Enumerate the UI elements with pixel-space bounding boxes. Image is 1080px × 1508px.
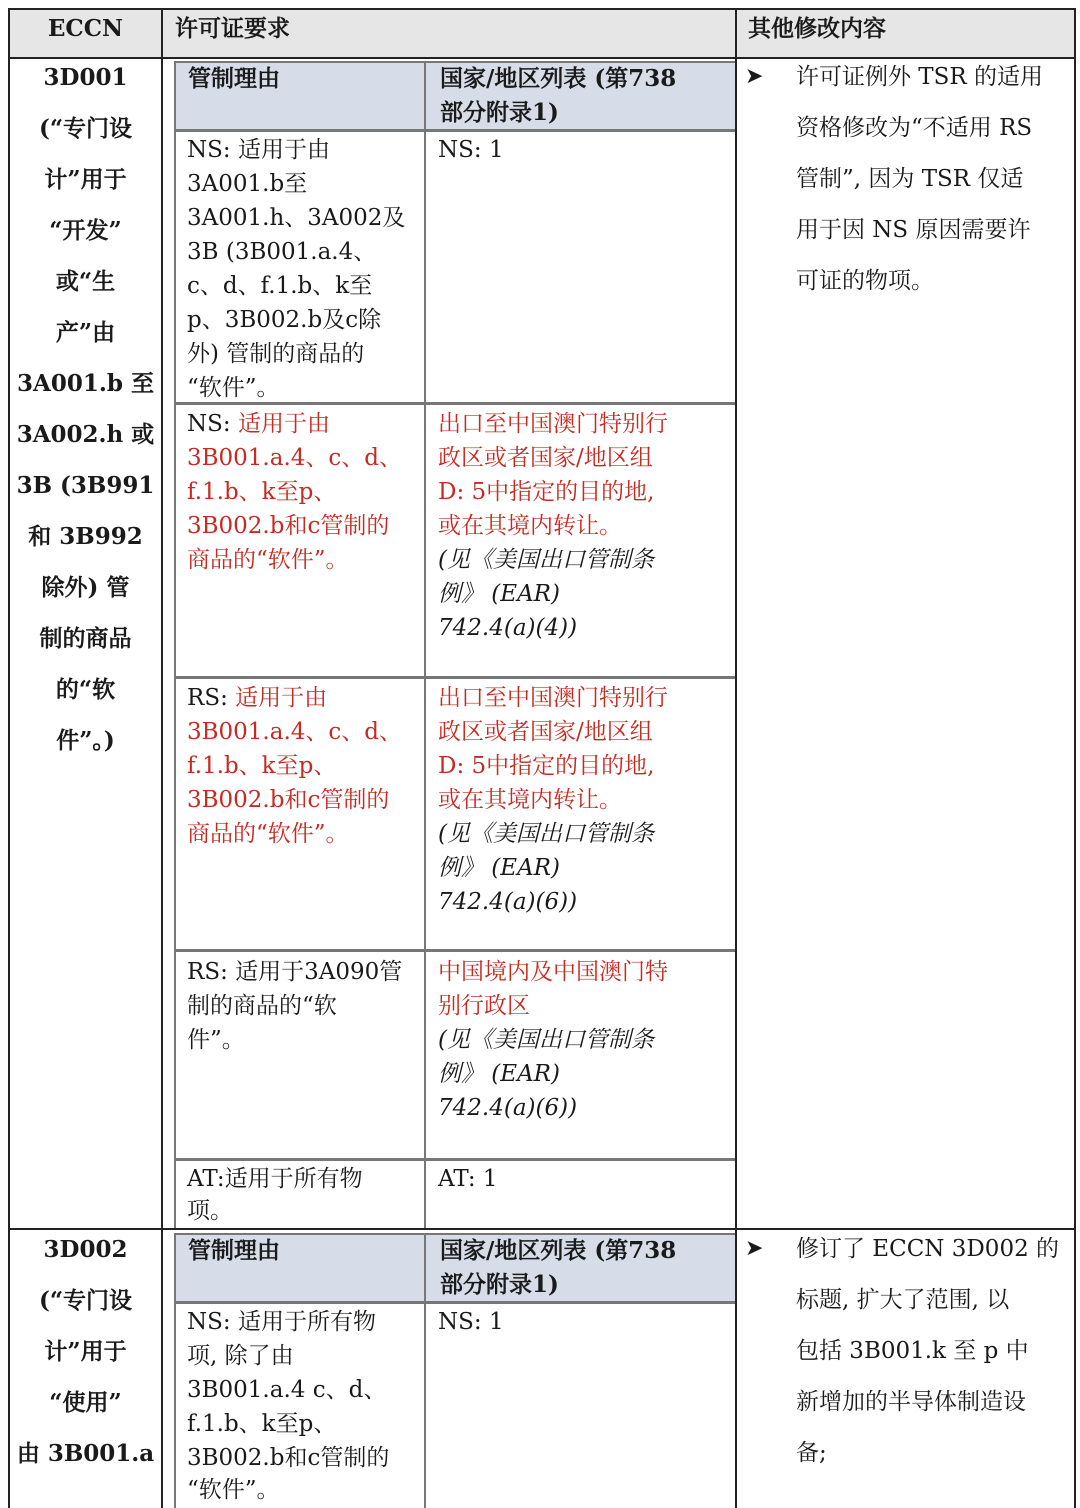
column-header-license-requirements: 许可证要求 [175,15,290,42]
inner-header-reason: 管制理由 [188,1237,280,1264]
column-header-eccn: ECCN [47,15,124,42]
bullet-arrow-icon: ➤ [745,64,764,89]
inner-header-reason: 管制理由 [188,65,280,92]
bullet-arrow-icon: ➤ [745,1236,764,1261]
inner-header-country: 国家/地区列表 (第738 [440,65,677,92]
column-header-other-changes: 其他修改内容 [748,15,886,42]
document-page: ECCN 许可证要求 其他修改内容 3D001 (“专门设 计”用于 “开发” 或“生 产”由 3A001.b 至 3A002.h 或 3B (3B991 和 3B992 除外) 管 制的商品 的“软 件”。) 管制理由 国家/地区列表 (第738 部分附录1) NS: 适用于由 3A001.b至 3A001.h、3A002及 3B (3B001.a.4、 c、d、f.1.b、k至 p、3B002.b及c除 外) 管制的商品的 “软件”。 NS: 1 NS: 适用于由 3B001.a.4、c、d、 f.1.b、k至p、 3B002.b和c管制的 商品的“软件”。 出口至中国澳门特别行 政区或者国家/地区组 D: 5中指定的目的地, 或在其境内转让。 (见《美国出口管制条 例》 (EAR) 742.4(a)(4)) RS: 适用于由 3B001.a.4、c、d、 f.1.b、k至p、 3B002.b和c管制的 商品的“软件”。 出口至中国澳门特别行 政区或者国家/地区组 D: 5中指定的目的地, 或在其境内转让。 (见《美国出口管制条 例》 (EAR) 742.4(a)(6)) RS: 适用于3A090管 制的商品的“软 件”。 中国境内及中国澳门特 别行政区 (见《美国出口管制条 例》 (EAR) 742.4(a)(6)) AT:适用于所有物 项。 AT: 1 ➤ 许可证例外 TSR 的适用 资格修改为“不适用 RS 管制”, 因为 TSR 仅适 用于因 NS 原因需要许 可证的物项。 3D002 (“专门设 计”用于 “使用” 由 3B001.a 管制理由 国家/地区列表 (第738 部分附录1) NS: 适用于所有物 项, 除了由 3B001.a.4 c、d、 f.1.b、k至p、 3B002.b和c管制的 “软件”。 NS: 1 ➤ 修订了 ECCN 3D002 的 标题, 扩大了范围, 以 包括 3B001.k 至 p 中 新增加的半导体制造设 备; [0,0,1080,1508]
inner-header-country: 国家/地区列表 (第738 [440,1237,677,1264]
header-row [9,9,1075,57]
